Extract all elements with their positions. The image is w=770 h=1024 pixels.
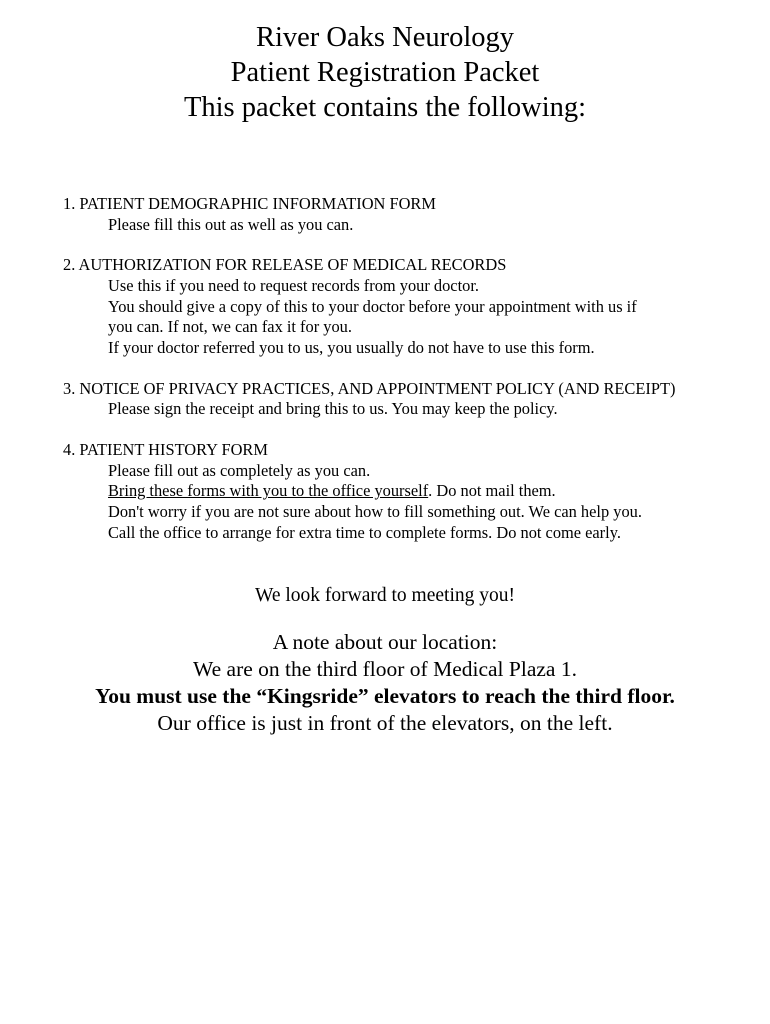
packet-title: Patient Registration Packet <box>230 57 540 88</box>
list-item <box>63 194 753 235</box>
location-floor: We are on the third floor of Medical Plaza 1. <box>193 657 577 681</box>
location-heading: A note about our location: <box>272 630 498 654</box>
list-item-title: 4. PATIENT HISTORY FORM <box>63 440 268 460</box>
bring-forms-line <box>63 481 753 502</box>
contents-intro: This packet contains the following: <box>183 92 587 123</box>
bring-forms-rest: . Do not mail them. <box>428 481 556 501</box>
location-office: Our office is just in front of the elevators, on the left. <box>157 711 613 735</box>
list-item <box>63 440 753 543</box>
packet-contents-list <box>63 194 753 564</box>
closing-message: We look forward to meeting you! <box>255 585 515 606</box>
list-item-title: 2. AUTHORIZATION FOR RELEASE OF MEDICAL RECORDS <box>63 255 507 275</box>
document-header <box>0 20 770 125</box>
location-elevator-warning: You must use the “Kingsride” elevators to reach the third floor. <box>95 684 675 708</box>
location-note <box>0 629 770 737</box>
list-item-line: Don't worry if you are not sure about how to fill something out. We can help you. <box>108 502 642 522</box>
list-item <box>63 379 753 420</box>
list-item-title: 1. PATIENT DEMOGRAPHIC INFORMATION FORM <box>63 194 436 213</box>
list-item-line: You should give a copy of this to your doctor before your appointment with us if <box>108 296 637 316</box>
practice-name: River Oaks Neurology <box>255 22 515 53</box>
list-item-line: Please fill out as completely as you can. <box>108 460 371 480</box>
list-item-line: Use this if you need to request records from your doctor. <box>108 276 479 296</box>
list-item-line: you can. If not, we can fax it for you. <box>108 317 352 337</box>
list-item-line: If your doctor referred you to us, you usually do not have to use this form. <box>108 337 595 357</box>
bring-forms-emphasis: Bring these forms with you to the office yourself <box>108 481 429 501</box>
list-item-line: Please sign the receipt and bring this to us. You may keep the policy. <box>108 399 558 419</box>
list-item-line: Please fill this out as well as you can. <box>108 214 354 234</box>
list-item <box>63 255 753 358</box>
list-item-line: Call the office to arrange for extra time to complete forms. Do not come early. <box>108 522 621 542</box>
list-item-title: 3. NOTICE OF PRIVACY PRACTICES, AND APPOINTMENT POLICY (AND RECEIPT) <box>63 378 676 398</box>
